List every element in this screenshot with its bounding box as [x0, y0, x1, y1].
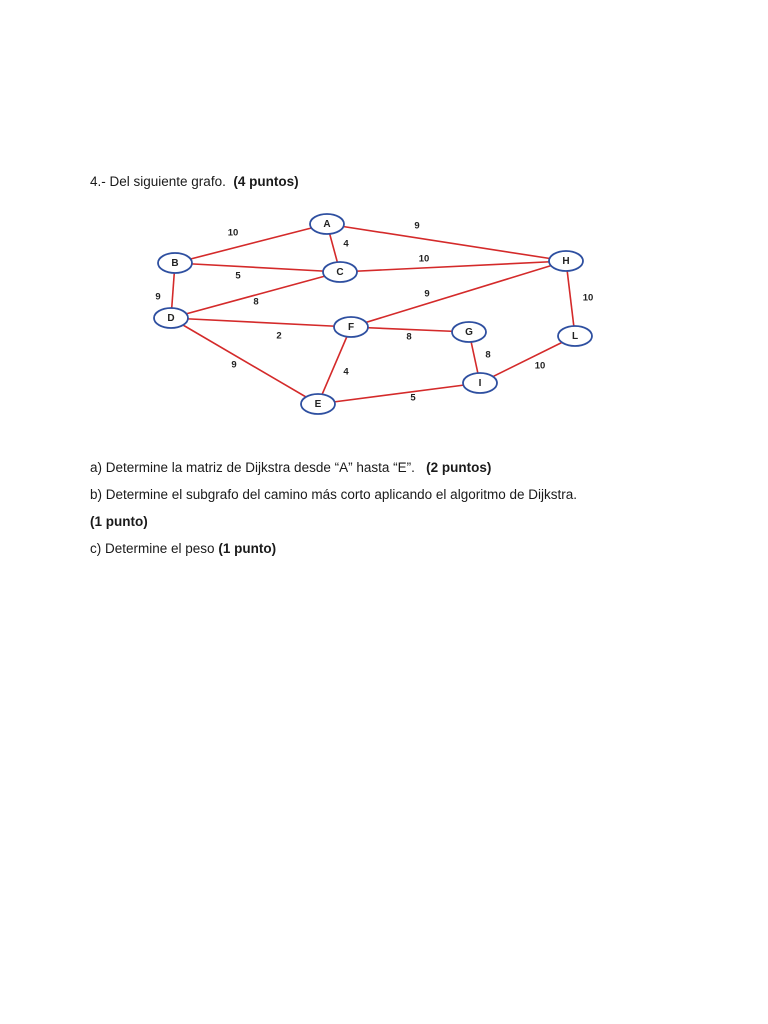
item-c-text: c) Determine el peso [90, 541, 215, 556]
item-b-points: (1 punto) [90, 514, 148, 529]
graph-diagram [0, 0, 768, 430]
edge-f-h [351, 261, 566, 327]
node-label-a: A [323, 219, 331, 231]
node-f [334, 317, 368, 337]
edge-weight-d-f: 2 [276, 330, 282, 342]
node-c [323, 262, 357, 282]
edge-a-h [327, 224, 566, 261]
edge-weight-f-h: 9 [424, 288, 430, 300]
node-label-h: H [562, 256, 570, 268]
item-a-text: a) Determine la matriz de Dijkstra desde “A” hasta “E”. [90, 460, 415, 475]
edges-layer [171, 224, 575, 404]
edge-weight-d-c: 8 [253, 296, 259, 308]
node-b [158, 253, 192, 273]
item-b-text: b) Determine el subgrafo del camino más corto aplicando el algoritmo de Dijkstra. [90, 487, 577, 502]
edge-d-e [171, 318, 318, 404]
edge-d-c [171, 272, 340, 318]
item-a-points: (2 puntos) [426, 460, 492, 475]
edge-weight-a-c: 4 [343, 238, 349, 250]
edge-weight-c-h: 10 [418, 253, 430, 265]
node-l [558, 326, 592, 346]
node-a [310, 214, 344, 234]
edge-l-i [480, 336, 575, 383]
edge-weight-a-h: 9 [414, 220, 420, 232]
node-h [549, 251, 583, 271]
question-intro: 4.- Del siguiente grafo. [90, 174, 226, 189]
node-label-i: I [478, 378, 482, 390]
edge-weight-f-g: 8 [406, 331, 412, 343]
node-g [452, 322, 486, 342]
edge-weight-h-l: 10 [582, 292, 594, 304]
node-label-c: C [336, 267, 344, 279]
item-c-points: (1 punto) [218, 541, 277, 556]
edge-weight-b-d: 9 [155, 291, 161, 303]
edge-d-f [171, 318, 351, 327]
item-b-points-line [90, 514, 148, 529]
item-c [90, 541, 276, 556]
item-a [90, 460, 491, 475]
edge-h-l [566, 261, 575, 336]
edge-weight-g-i: 8 [485, 349, 491, 361]
node-label-e: E [314, 399, 322, 411]
node-label-d: D [167, 313, 175, 325]
edge-weight-a-b: 10 [227, 227, 239, 239]
node-label-b: B [171, 258, 179, 270]
edge-a-b [175, 224, 327, 263]
item-b [90, 487, 577, 502]
edge-e-i [318, 383, 480, 404]
node-label-g: G [465, 327, 473, 339]
edge-weight-b-c: 5 [235, 270, 241, 282]
node-i [463, 373, 497, 393]
edge-c-h [340, 261, 566, 272]
node-e [301, 394, 335, 414]
edge-weight-d-e: 9 [231, 359, 237, 371]
node-label-l: L [571, 331, 579, 343]
edge-b-c [175, 263, 340, 272]
edge-weight-f-e: 4 [343, 366, 349, 378]
node-d [154, 308, 188, 328]
question-points: (4 puntos) [233, 174, 299, 189]
node-label-f: F [347, 322, 355, 334]
edge-weight-l-i: 10 [534, 360, 546, 372]
nodes-layer [154, 214, 592, 414]
edge-labels-layer [155, 221, 593, 404]
edge-weight-e-i: 5 [410, 392, 416, 404]
edge-f-e [318, 327, 351, 404]
